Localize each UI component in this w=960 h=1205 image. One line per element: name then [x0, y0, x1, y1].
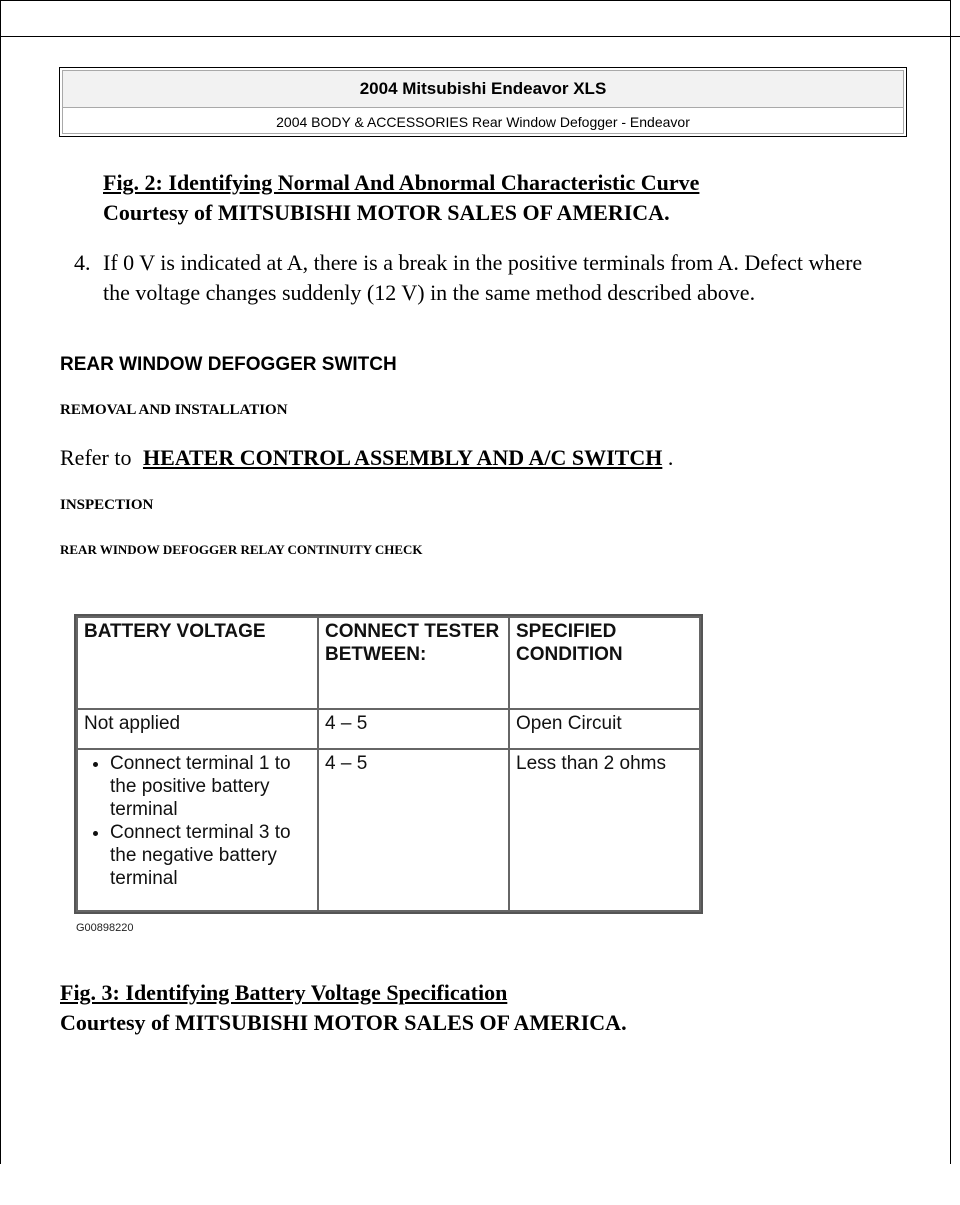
fig2-title: Fig. 2: Identifying Normal And Abnormal Characteristic Curve — [103, 170, 700, 195]
cell-tester: 4 – 5 — [318, 709, 509, 749]
top-rule — [0, 36, 960, 37]
document-header — [59, 67, 907, 137]
header-battery-voltage: BATTERY VOLTAGE — [77, 617, 318, 709]
figure-id: G00898220 — [76, 922, 134, 934]
cell-battery-voltage: Not applied — [77, 709, 318, 749]
refer-line — [60, 445, 673, 471]
bullet-list — [84, 752, 311, 890]
step-number: 4. — [74, 250, 91, 275]
header-inner — [62, 70, 904, 134]
fig2-caption — [103, 168, 699, 228]
cell-battery-voltage-bullets — [77, 749, 318, 911]
section-heading: REAR WINDOW DEFOGGER SWITCH — [60, 354, 397, 375]
battery-voltage-spec-figure — [74, 614, 703, 914]
cell-tester: 4 – 5 — [318, 749, 509, 911]
header-connect-tester: CONNECT TESTER BETWEEN: — [318, 617, 509, 709]
refer-suffix: . — [667, 445, 674, 470]
list-item: • Connect terminal 1 to the positive battery terminal — [110, 752, 311, 821]
header-specified-condition: SPECIFIED CONDITION — [509, 617, 700, 709]
relay-check-heading: REAR WINDOW DEFOGGER RELAY CONTINUITY CHECK — [60, 542, 423, 557]
header-subtitle: 2004 BODY & ACCESSORIES Rear Window Defogger - Endeavor — [276, 114, 690, 130]
fig2-courtesy: Courtesy of MITSUBISHI MOTOR SALES OF AMERICA. — [103, 200, 670, 225]
fig3-title: Fig. 3: Identifying Battery Voltage Specification — [60, 980, 508, 1005]
step-text: If 0 V is indicated at A, there is a break in the positive terminals from A. Defect where the voltage changes suddenly (12 V) in the same method described above. — [103, 250, 863, 305]
removal-heading: REMOVAL AND INSTALLATION — [60, 402, 288, 418]
fig3-caption — [60, 978, 627, 1038]
fig3-courtesy: Courtesy of MITSUBISHI MOTOR SALES OF AMERICA. — [60, 1010, 627, 1035]
cell-condition: Less than 2 ohms — [509, 749, 700, 911]
header-title: 2004 Mitsubishi Endeavor XLS — [63, 71, 903, 108]
refer-prefix: Refer to — [60, 445, 132, 470]
list-item: • Connect terminal 3 to the negative battery terminal — [110, 821, 311, 890]
step-4 — [74, 248, 874, 308]
inspection-heading: INSPECTION — [60, 497, 154, 513]
cell-condition: Open Circuit — [509, 709, 700, 749]
table-row — [77, 749, 700, 911]
spec-table — [76, 616, 701, 912]
table-row — [77, 709, 700, 749]
heater-control-link[interactable]: HEATER CONTROL ASSEMBLY AND A/C SWITCH — [142, 445, 663, 470]
